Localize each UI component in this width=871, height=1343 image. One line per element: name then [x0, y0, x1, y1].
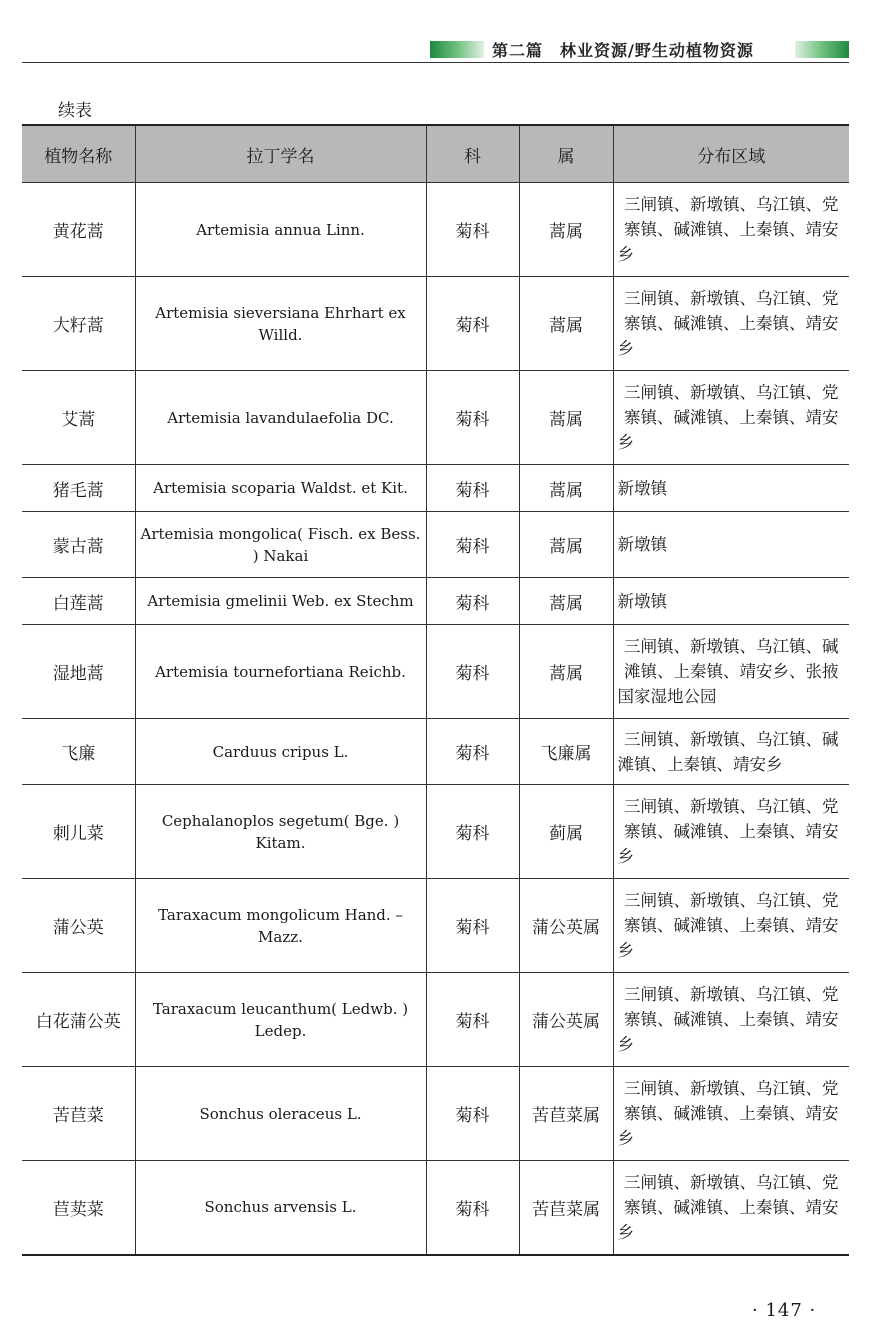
plant-name: 蒲公英	[22, 879, 135, 973]
family: 菊科	[426, 183, 519, 277]
family: 菊科	[426, 719, 519, 785]
plant-name: 苦苣菜	[22, 1067, 135, 1161]
genus: 蒿属	[519, 512, 613, 578]
distribution: 三闸镇、新墩镇、乌江镇、党寨镇、碱滩镇、上秦镇、靖安乡	[613, 785, 849, 879]
plant-name: 湿地蒿	[22, 625, 135, 719]
genus: 蒿属	[519, 465, 613, 512]
plant-table	[22, 124, 849, 1256]
family: 菊科	[426, 512, 519, 578]
genus: 苦苣菜属	[519, 1161, 613, 1255]
family: 菊科	[426, 785, 519, 879]
latin-name: Taraxacum leucanthum( Ledwb. ) Ledep.	[135, 973, 426, 1067]
table-row	[22, 625, 849, 719]
header-title: 第二篇 林业资源/野生动植物资源	[492, 41, 754, 60]
header-green-bar-left	[430, 41, 484, 58]
distribution: 新墩镇	[613, 465, 849, 512]
family: 菊科	[426, 625, 519, 719]
plant-name: 飞廉	[22, 719, 135, 785]
plant-name: 猪毛蒿	[22, 465, 135, 512]
plant-name: 大籽蒿	[22, 277, 135, 371]
distribution: 三闸镇、新墩镇、乌江镇、党寨镇、碱滩镇、上秦镇、靖安乡	[613, 879, 849, 973]
distribution: 三闸镇、新墩镇、乌江镇、党寨镇、碱滩镇、上秦镇、靖安乡	[613, 277, 849, 371]
latin-name: Taraxacum mongolicum Hand. – Mazz.	[135, 879, 426, 973]
genus: 蒿属	[519, 625, 613, 719]
page-number: · 147 ·	[752, 1300, 817, 1321]
table-row	[22, 1161, 849, 1255]
genus: 蒿属	[519, 277, 613, 371]
table-row	[22, 512, 849, 578]
distribution: 三闸镇、新墩镇、乌江镇、党寨镇、碱滩镇、上秦镇、靖安乡	[613, 371, 849, 465]
table-row	[22, 465, 849, 512]
table-row	[22, 719, 849, 785]
plant-name: 黄花蒿	[22, 183, 135, 277]
distribution: 三闸镇、新墩镇、乌江镇、碱滩镇、上秦镇、靖安乡、张掖国家湿地公园	[613, 625, 849, 719]
family: 菊科	[426, 578, 519, 625]
latin-name: Sonchus arvensis L.	[135, 1161, 426, 1255]
distribution: 三闸镇、新墩镇、乌江镇、碱滩镇、上秦镇、靖安乡	[613, 719, 849, 785]
latin-name: Carduus cripus L.	[135, 719, 426, 785]
latin-name: Artemisia annua Linn.	[135, 183, 426, 277]
table-row	[22, 973, 849, 1067]
distribution: 三闸镇、新墩镇、乌江镇、党寨镇、碱滩镇、上秦镇、靖安乡	[613, 973, 849, 1067]
family: 菊科	[426, 465, 519, 512]
latin-name: Cephalanoplos segetum( Bge. ) Kitam.	[135, 785, 426, 879]
table-header-row	[22, 125, 849, 183]
page-header	[22, 38, 849, 63]
plant-name: 刺儿菜	[22, 785, 135, 879]
latin-name: Artemisia sieversiana Ehrhart ex Willd.	[135, 277, 426, 371]
header-green-bar-right	[795, 41, 849, 58]
latin-name: Artemisia gmelinii Web. ex Stechm	[135, 578, 426, 625]
genus: 飞廉属	[519, 719, 613, 785]
genus: 蒿属	[519, 183, 613, 277]
distribution: 三闸镇、新墩镇、乌江镇、党寨镇、碱滩镇、上秦镇、靖安乡	[613, 183, 849, 277]
plant-name: 白莲蒿	[22, 578, 135, 625]
latin-name: Artemisia lavandulaefolia DC.	[135, 371, 426, 465]
table-row	[22, 277, 849, 371]
column-header-distribution: 分布区域	[613, 125, 849, 183]
table-row	[22, 371, 849, 465]
table-row	[22, 785, 849, 879]
distribution: 新墩镇	[613, 578, 849, 625]
genus: 蓟属	[519, 785, 613, 879]
table-row	[22, 183, 849, 277]
genus: 蒲公英属	[519, 879, 613, 973]
plant-name: 蒙古蒿	[22, 512, 135, 578]
family: 菊科	[426, 1067, 519, 1161]
latin-name: Artemisia mongolica( Fisch. ex Bess. ) Nakai	[135, 512, 426, 578]
table-continuation-label: 续表	[58, 101, 92, 121]
table-row	[22, 1067, 849, 1161]
plant-name: 苣荬菜	[22, 1161, 135, 1255]
distribution: 新墩镇	[613, 512, 849, 578]
latin-name: Sonchus oleraceus L.	[135, 1067, 426, 1161]
column-header-family: 科	[426, 125, 519, 183]
table-row	[22, 578, 849, 625]
family: 菊科	[426, 879, 519, 973]
genus: 蒲公英属	[519, 973, 613, 1067]
table-row	[22, 879, 849, 973]
latin-name: Artemisia scoparia Waldst. et Kit.	[135, 465, 426, 512]
genus: 蒿属	[519, 371, 613, 465]
family: 菊科	[426, 277, 519, 371]
genus: 蒿属	[519, 578, 613, 625]
genus: 苦苣菜属	[519, 1067, 613, 1161]
column-header-name: 植物名称	[22, 125, 135, 183]
plant-name: 白花蒲公英	[22, 973, 135, 1067]
distribution: 三闸镇、新墩镇、乌江镇、党寨镇、碱滩镇、上秦镇、靖安乡	[613, 1161, 849, 1255]
latin-name: Artemisia tournefortiana Reichb.	[135, 625, 426, 719]
column-header-latin: 拉丁学名	[135, 125, 426, 183]
family: 菊科	[426, 973, 519, 1067]
family: 菊科	[426, 371, 519, 465]
column-header-genus: 属	[519, 125, 613, 183]
distribution: 三闸镇、新墩镇、乌江镇、党寨镇、碱滩镇、上秦镇、靖安乡	[613, 1067, 849, 1161]
plant-name: 艾蒿	[22, 371, 135, 465]
family: 菊科	[426, 1161, 519, 1255]
